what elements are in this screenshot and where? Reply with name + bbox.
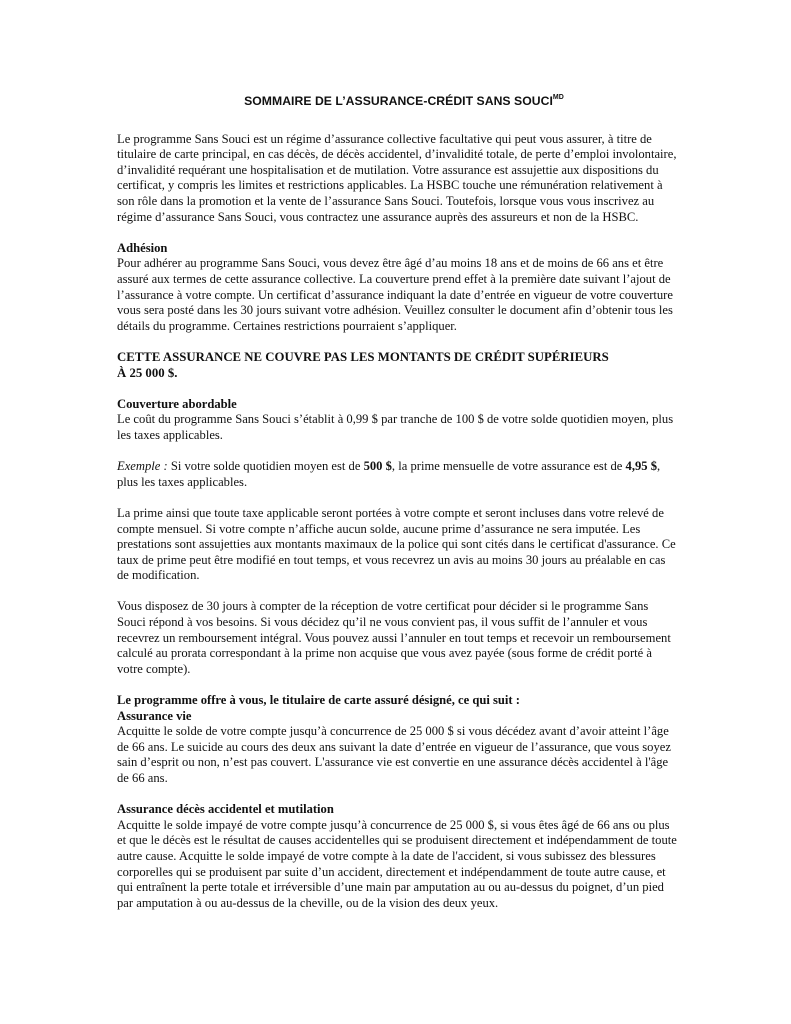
example-text-3: , plus les taxes applicables. bbox=[117, 459, 661, 489]
example-text-1: Si votre solde quotidien moyen est de bbox=[167, 459, 364, 474]
example-paragraph bbox=[117, 459, 677, 490]
example-amount-balance: 500 $ bbox=[363, 459, 392, 474]
life-insurance-heading: Assurance vie bbox=[117, 708, 192, 723]
refund-paragraph: Vous disposez de 30 jours à compter de la réception de votre certificat pour décider si le programme Sans Souci répond à vos besoins. Si vous décidez qu’il ne vous convient pas, il vous suffit de l’annuler et vous recevrez un remboursement intégral. Vous pouvez aussi l’annuler en tout temps et recevoir un remboursement calculé au prorata correspondant à la prime non acquise que vous avez payée (sous forme de crédit porté à votre compte). bbox=[117, 599, 671, 676]
example-text-2: , la prime mensuelle de votre assurance est de bbox=[391, 459, 626, 474]
intro-paragraph: Le programme Sans Souci est un régime d’assurance collective facultative qui peut vous assurer, à titre de titulaire de carte principal, en cas décès, de décès accidentel, d’invalidité totale, de perte d’emploi involontaire, d’invalidité requérant une hospitalisation et de mutilation. Votre assurance est assujettie aux dispositions du certificat, y compris les limites et restrictions applicables. La HSBC touche une rémunération relativement à son rôle dans la promotion et la vente de l’assurance Sans Souci. Toutefois, lorsque vous vous inscrivez au régime d’assurance Sans Souci, vous contractez une assurance auprès des assureurs et non de la HSBC. bbox=[117, 131, 677, 224]
couverture-heading: Couverture abordable bbox=[117, 396, 237, 411]
accidental-death-paragraph: Acquitte le solde impayé de votre compte jusqu’à concurrence de 25 000 $, si vous êtes âgé de 66 ans ou plus et que le décès est le résultat de causes accidentelles qui se produisent directement et indépendamment de toute autre cause. Acquitte le solde impayé de votre compte à la date de l'accident, si vous subissez des blessures corporelles qui se produisent par suite d’un accident, directement et indépendamment de toute autre cause, et qui entraînent la perte totale et irréversible d’une main par amputation au ou au-dessus du poignet, d’un pied par amputation à ou au-dessus de la cheville, ou de la vision des deux yeux. bbox=[117, 817, 677, 910]
title-text: SOMMAIRE DE L’ASSURANCE-CRÉDIT SANS SOUCI bbox=[244, 94, 553, 109]
warning-line-1: CETTE ASSURANCE NE COUVRE PAS LES MONTANTS DE CRÉDIT SUPÉRIEURS bbox=[117, 349, 609, 364]
example-amount-premium: 4,95 $ bbox=[625, 459, 657, 474]
life-insurance-paragraph: Acquitte le solde de votre compte jusqu’à concurrence de 25 000 $ si vous décédez avant d’avoir atteint l’âge de 66 ans. Le suicide au cours des deux ans suivant la date d’entrée en vigueur de l’assurance, que vous soyez sain d’esprit ou non, n’est pas couvert. L'assurance vie est convertie en une assurance décès accidentel à l'âge de 66 ans. bbox=[117, 724, 671, 785]
document-title bbox=[117, 91, 677, 110]
adhesion-heading: Adhésion bbox=[117, 240, 168, 255]
premium-paragraph: La prime ainsi que toute taxe applicable seront portées à votre compte et seront incluses dans votre relevé de compte mensuel. Si votre compte n’affiche aucun solde, aucune prime d’assurance ne sera imputée. Les prestations sont assujetties aux montants maximaux de la police qui sont cités dans le certificat d'assurance. Ce taux de prime peut être modifié en tout temps, et vous recevrez un avis au moins 30 jours au préalable en cas de modification. bbox=[117, 505, 676, 583]
coverage-limit-warning bbox=[117, 350, 677, 381]
couverture-paragraph: Le coût du programme Sans Souci s’établit à 0,99 $ par tranche de 100 $ de votre solde quotidien moyen, plus les taxes applicables. bbox=[117, 412, 674, 442]
adhesion-paragraph: Pour adhérer au programme Sans Souci, vous devez être âgé d’au moins 18 ans et de moins de 66 ans et être assuré aux termes de cette assurance collective. La couverture prend effet à la première date suivant l’ajout de l’assurance à votre compte. Un certificat d’assurance indiquant la date d’entrée en vigueur de votre couverture vous sera posté dans les 30 jours suivant votre adhésion. Veuillez consulter le document afin d’obtenir tous les détails du programme. Certaines restrictions pourraient s’appliquer. bbox=[117, 256, 673, 333]
offer-heading: Le programme offre à vous, le titulaire de carte assuré désigné, ce qui suit : bbox=[117, 693, 520, 708]
example-label: Exemple : bbox=[117, 459, 168, 474]
trademark-superscript: MD bbox=[552, 94, 564, 101]
accidental-death-heading: Assurance décès accidentel et mutilation bbox=[117, 802, 334, 817]
document-body bbox=[117, 91, 677, 911]
warning-line-2: À 25 000 $. bbox=[117, 365, 178, 380]
